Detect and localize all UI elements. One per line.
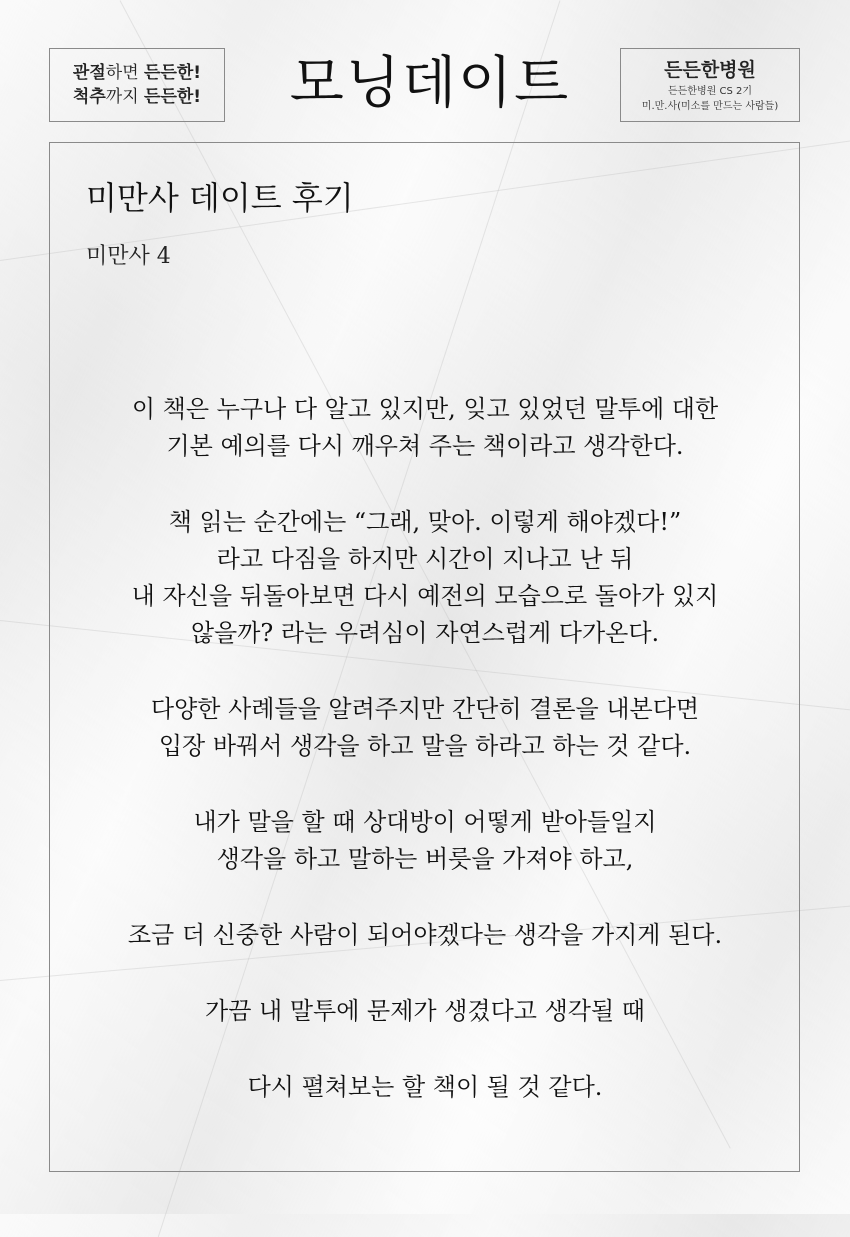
article-paragraph — [50, 1069, 800, 1106]
article-paragraph — [50, 504, 800, 652]
brand-subtitle: 든든한병원 CS 2기 — [667, 86, 752, 97]
paragraph-line: 기본 예의를 다시 깨우쳐 주는 책이라고 생각한다. — [166, 432, 684, 460]
paragraph-line: 다양한 사례들을 알려주지만 간단히 결론을 내본다면 — [150, 695, 700, 723]
article-title: 미만사 데이트 후기 — [86, 179, 354, 217]
article-author: 미만사 4 — [86, 244, 171, 269]
paragraph-line: 입장 바꿔서 생각을 하고 말을 하라고 하는 것 같다. — [158, 732, 692, 760]
slogan-light-text: 하면 — [105, 63, 145, 83]
paragraph-line: 가끔 내 말투에 문제가 생겼다고 생각될 때 — [205, 997, 645, 1025]
paragraph-line: 내가 말을 할 때 상대방이 어떻게 받아들일지 — [193, 808, 657, 836]
paragraph-gap — [50, 765, 800, 804]
paragraph-line: 다시 펼쳐보는 할 책이 될 것 같다. — [247, 1073, 603, 1101]
slogan-light-text: 까지 — [105, 87, 145, 107]
paragraph-gap — [50, 1030, 800, 1069]
brand-box — [620, 48, 800, 122]
slogan-bold-text: 관절 — [72, 63, 106, 83]
paragraph-line: 이 책은 누구나 다 알고 있지만, 잊고 있었던 말투에 대한 — [131, 395, 719, 423]
slogan-line-2 — [73, 85, 201, 109]
brand-subtitle: 미.만.사(미소를 만드는 사람들) — [641, 101, 779, 112]
paragraph-gap — [50, 954, 800, 993]
newsletter-title: 모닝데이트 — [289, 51, 571, 116]
paragraph-gap — [50, 878, 800, 917]
slogan-line-1 — [73, 61, 201, 85]
paragraph-line: 조금 더 신중한 사람이 되어야겠다는 생각을 가지게 된다. — [127, 921, 723, 949]
paragraph-line: 라고 다짐을 하지만 시간이 지나고 난 뒤 — [216, 545, 634, 573]
article-paragraph — [50, 917, 800, 954]
paragraph-gap — [50, 465, 800, 504]
paragraph-line: 내 자신을 뒤돌아보면 다시 예전의 모습으로 돌아가 있지 — [131, 582, 719, 610]
paragraph-line: 책 읽는 순간에는 “그래, 맞아. 이렇게 해야겠다!” — [168, 508, 682, 536]
slogan-bold-text: 든든한! — [144, 63, 202, 83]
slogan-bold-text: 척추 — [72, 87, 106, 107]
article-paragraph — [50, 391, 800, 465]
article-paragraph — [50, 691, 800, 765]
article-body — [50, 391, 800, 1106]
slogan-bold-text: 든든한! — [144, 87, 202, 107]
brand-name: 든든한병원 — [664, 59, 756, 81]
article-paragraph — [50, 804, 800, 878]
article-paragraph — [50, 993, 800, 1030]
slogan-box — [49, 48, 225, 122]
paragraph-line: 생각을 하고 말하는 버릇을 가져야 하고, — [216, 845, 634, 873]
paragraph-line: 않을까? 라는 우려심이 자연스럽게 다가온다. — [190, 619, 660, 647]
paragraph-gap — [50, 652, 800, 691]
